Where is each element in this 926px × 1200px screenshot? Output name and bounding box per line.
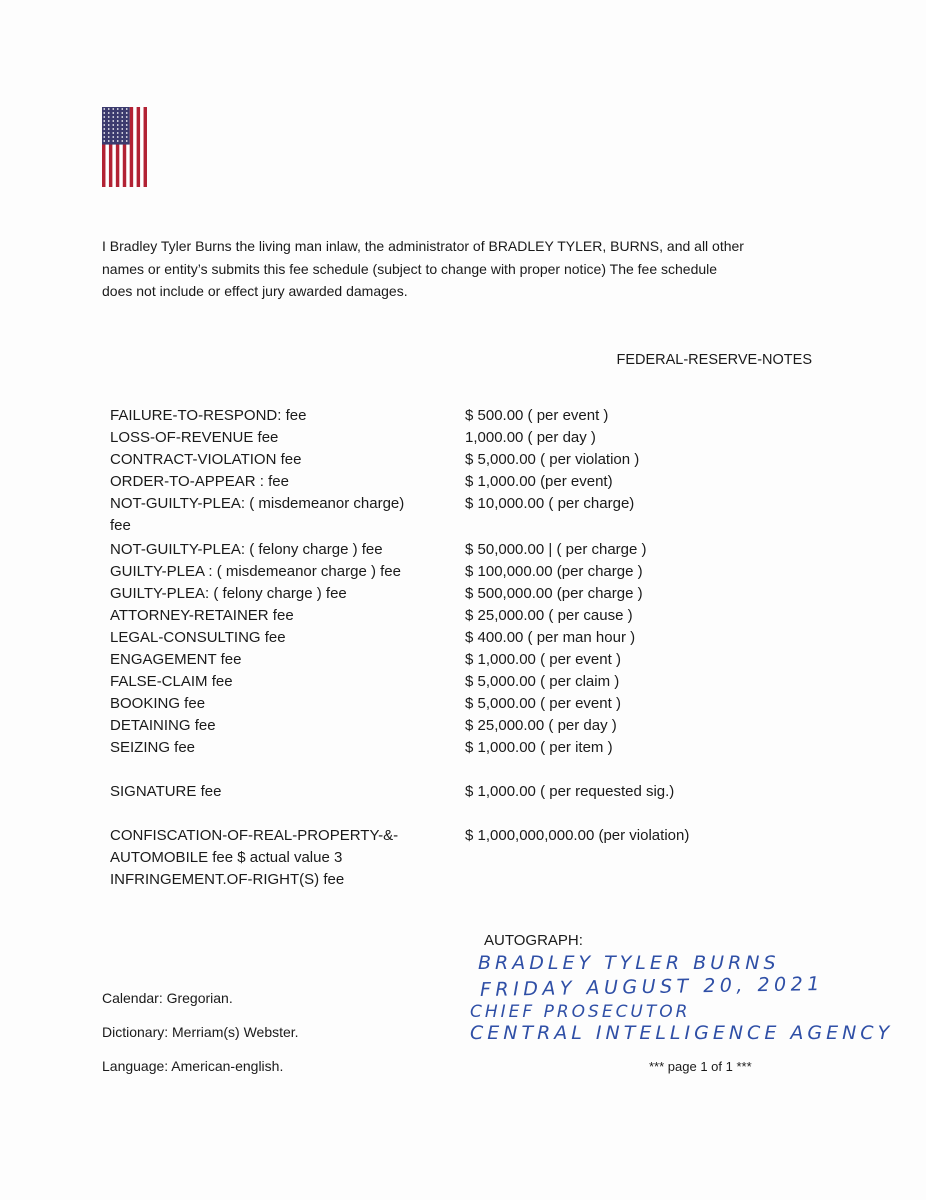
fee-row	[110, 449, 870, 471]
fee-row	[110, 671, 870, 693]
fee-row	[110, 405, 870, 427]
fee-amount: $ 1,000,000,000.00 (per violation)	[465, 827, 690, 844]
fee-label-line: ENGAGEMENT fee	[110, 651, 242, 668]
fee-amount: $ 500.00 ( per event )	[465, 407, 609, 424]
fee-amount: $ 10,000.00 ( per charge)	[465, 495, 635, 512]
fee-label-line: CONFISCATION-OF-REAL-PROPERTY-&-	[110, 827, 399, 844]
fee-label-line: FALSE-CLAIM fee	[110, 673, 233, 690]
fee-label	[110, 737, 465, 759]
fee-label-line: fee	[110, 517, 131, 534]
fee-row	[110, 605, 870, 627]
fee-row	[110, 825, 870, 891]
us-flag-icon	[102, 107, 147, 187]
fee-row	[110, 715, 870, 737]
autograph-label: AUTOGRAPH:	[484, 932, 583, 949]
fee-row	[110, 561, 870, 583]
currency-heading: FEDERAL-RESERVE-NOTES	[616, 352, 812, 368]
fee-label-line: NOT-GUILTY-PLEA: ( felony charge ) fee	[110, 541, 383, 558]
fee-amount: $ 1,000.00 (per event)	[465, 473, 613, 490]
fee-row	[110, 649, 870, 671]
fee-row	[110, 583, 870, 605]
fee-label-line: INFRINGEMENT.OF-RIGHT(S) fee	[110, 871, 345, 888]
fee-label-line: SEIZING fee	[110, 739, 196, 756]
fee-label	[110, 539, 465, 561]
fee-amount: $ 5,000.00 ( per claim )	[465, 673, 620, 690]
fee-label	[110, 583, 465, 605]
fee-label	[110, 671, 465, 693]
fee-label	[110, 715, 465, 737]
fee-label	[110, 649, 465, 671]
handwritten-signature-title: CHIEF PROSECUTOR	[470, 1002, 691, 1022]
fee-amount: 1,000.00 ( per day )	[465, 429, 596, 446]
fee-amount: $ 100,000.00 (per charge )	[465, 563, 643, 580]
fee-label-line: GUILTY-PLEA : ( misdemeanor charge ) fee	[110, 563, 401, 580]
fee-amount: $ 5,000.00 ( per violation )	[465, 451, 640, 468]
fee-schedule-table	[110, 405, 870, 891]
fee-amount: $ 25,000.00 ( per day )	[465, 717, 617, 734]
fee-amount: $ 5,000.00 ( per event )	[465, 695, 621, 712]
reference-notes	[102, 989, 299, 1091]
fee-amount: $ 1,000.00 ( per requested sig.)	[465, 783, 675, 800]
handwritten-signature-name: BRADLEY TYLER BURNS	[478, 952, 780, 974]
page-indicator: *** page 1 of 1 ***	[649, 1059, 752, 1074]
fee-label-line: BOOKING fee	[110, 695, 206, 712]
fee-row	[110, 737, 870, 759]
fee-amount: $ 25,000.00 ( per cause )	[465, 607, 633, 624]
intro-line: I Bradley Tyler Burns the living man inlaw, the administrator of BRADLEY TYLER, BURNS, and all other	[102, 238, 744, 254]
fee-label-line: LOSS-OF-REVENUE fee	[110, 429, 279, 446]
fee-label-line: LEGAL-CONSULTING fee	[110, 629, 286, 646]
fee-amount: $ 50,000.00 | ( per charge )	[465, 541, 647, 558]
fee-row	[110, 627, 870, 649]
intro-line: names or entity’s submits this fee schedule (subject to change with proper notice) The fee schedule	[102, 260, 718, 277]
intro-line: does not include or effect jury awarded damages.	[102, 283, 408, 299]
fee-amount: $ 500,000.00 (per charge )	[465, 585, 643, 602]
fee-label-line: AUTOMOBILE fee $ actual value 3	[110, 849, 343, 866]
fee-label	[110, 781, 465, 803]
fee-label	[110, 471, 465, 493]
fee-label-line: ATTORNEY-RETAINER fee	[110, 607, 294, 624]
fee-label-line: SIGNATURE fee	[110, 783, 222, 800]
handwritten-signature-date: FRIDAY AUGUST 20, 2021	[479, 973, 824, 1001]
fee-label-line: GUILTY-PLEA: ( felony charge ) fee	[110, 585, 347, 602]
fee-label	[110, 627, 465, 649]
fee-label-line: ORDER-TO-APPEAR : fee	[110, 473, 289, 490]
fee-amount: $ 400.00 ( per man hour )	[465, 629, 636, 646]
fee-row	[110, 493, 870, 537]
fee-amount: $ 1,000.00 ( per item )	[465, 739, 613, 756]
fee-label-line: FAILURE-TO-RESPOND: fee	[110, 407, 307, 424]
reference-note-calendar: Calendar: Gregorian.	[102, 990, 233, 1006]
reference-note-language: Language: American-english.	[102, 1058, 284, 1074]
fee-label-line: NOT-GUILTY-PLEA: ( misdemeanor charge)	[110, 495, 405, 512]
fee-row	[110, 427, 870, 449]
handwritten-signature-agency: CENTRAL INTELLIGENCE AGENCY	[470, 1022, 894, 1044]
fee-label	[110, 405, 465, 427]
fee-label	[110, 493, 465, 537]
fee-row	[110, 781, 870, 803]
fee-row	[110, 693, 870, 715]
intro-paragraph	[102, 235, 744, 303]
fee-label	[110, 605, 465, 627]
fee-label	[110, 825, 465, 891]
fee-label-line: DETAINING fee	[110, 717, 216, 734]
fee-amount: $ 1,000.00 ( per event )	[465, 651, 621, 668]
fee-label	[110, 449, 465, 471]
fee-label	[110, 561, 465, 583]
fee-row	[110, 539, 870, 561]
fee-label	[110, 427, 465, 449]
reference-note-dictionary: Dictionary: Merriam(s) Webster.	[102, 1024, 299, 1040]
fee-row	[110, 471, 870, 493]
fee-label-line: CONTRACT-VIOLATION fee	[110, 451, 302, 468]
fee-label	[110, 693, 465, 715]
